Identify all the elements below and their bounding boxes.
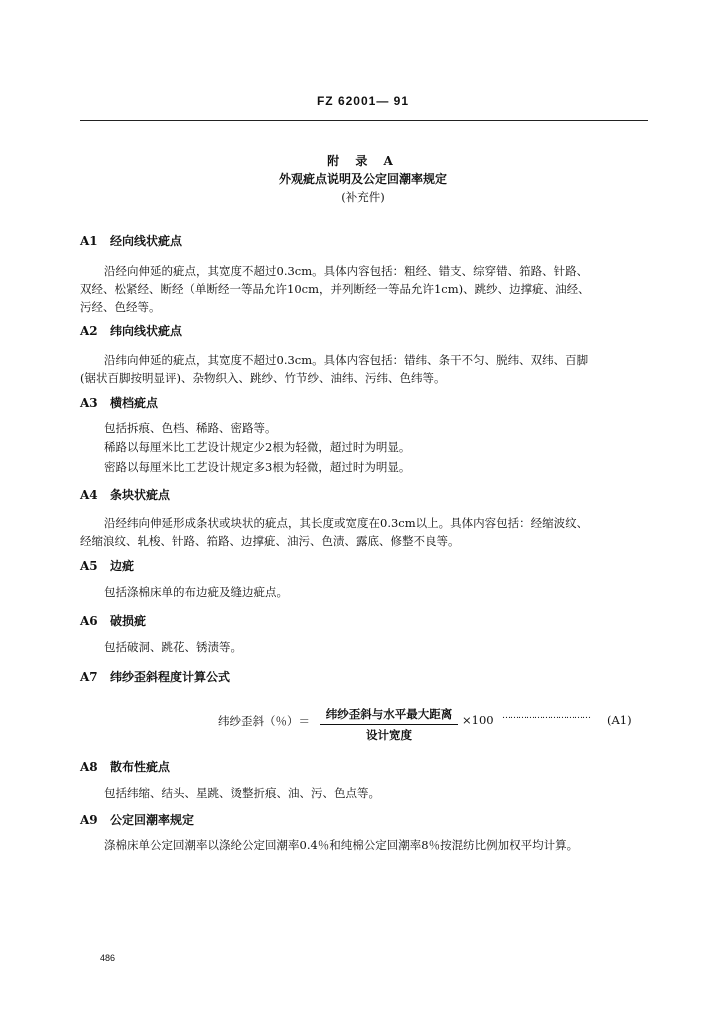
- section-number: A5: [80, 559, 98, 573]
- section-heading: [80, 232, 182, 249]
- paragraph-line: 涤棉床单公定回潮率以涤纶公定回潮率0.4％和纯棉公定回潮率8％按混纺比例加权平均计算。: [104, 838, 579, 852]
- paragraph-line: 沿纬向伸延的疵点，其宽度不超过0.3cm。具体内容包括：错纬、条干不匀、脱纬、双纬、百脚: [104, 353, 589, 367]
- section-title: 经向线状疵点: [110, 234, 183, 248]
- section-number: A1: [80, 234, 98, 248]
- paragraph-line: 沿经向伸延的疵点，其宽度不超过0.3cm。具体内容包括：粗经、错支、综穿错、筘路、针路、: [104, 264, 589, 278]
- paragraph-line: 经缩浪纹、轧梭、针路、筘路、边撑疵、油污、色渍、露底、修整不良等。: [80, 534, 460, 548]
- section-title: 横档疵点: [110, 396, 159, 410]
- section-title: 条块状疵点: [110, 488, 171, 502]
- section-title: 纬向线状疵点: [110, 324, 183, 338]
- section-title: 边疵: [110, 559, 135, 573]
- section-title: 公定回潮率规定: [110, 813, 195, 827]
- section-number: A8: [80, 760, 98, 774]
- paragraph-line: 污经、色经等。: [80, 300, 161, 314]
- formula-fraction: [320, 706, 458, 743]
- appendix-title: 外观疵点说明及公定回潮率规定: [278, 172, 447, 186]
- section-heading: [80, 394, 158, 411]
- section-heading: [80, 612, 146, 629]
- section-heading: [80, 758, 170, 775]
- section-number: A4: [80, 488, 98, 502]
- paragraph-line: 包括破洞、跳花、锈渍等。: [104, 640, 242, 654]
- formula-denominator: 设计宽度: [366, 728, 412, 742]
- formula-leader-dots: ……………………………: [502, 711, 590, 721]
- paragraph-line: 包括拆痕、色档、稀路、密路等。: [104, 421, 277, 435]
- section-title: 纬纱歪斜程度计算公式: [110, 670, 231, 684]
- section-number: A6: [80, 614, 98, 628]
- appendix-label: 附 录 A: [327, 154, 399, 168]
- formula-numerator: 纬纱歪斜与水平最大距离: [325, 707, 453, 721]
- page-header: FZ 62001— 91: [316, 94, 410, 108]
- paragraph-line: (锯状百脚按明显评)、杂物织入、跳纱、竹节纱、油纬、污纬、色纬等。: [80, 371, 446, 385]
- formula-multiplier: ×100: [462, 713, 494, 727]
- paragraph-line: 稀路以每厘米比工艺设计规定少2根为轻微，超过时为明显。: [104, 440, 411, 454]
- section-heading: [80, 486, 170, 503]
- formula-lhs: 纬纱歪斜（％）＝: [218, 714, 310, 728]
- section-number: A2: [80, 324, 98, 338]
- paragraph-line: 包括涤棉床单的布边疵及缝边疵点。: [104, 585, 288, 599]
- section-number: A7: [80, 670, 98, 684]
- section-title: 散布性疵点: [110, 760, 171, 774]
- paragraph-line: 双经、松紧经、断经（单断经一等品允许10cm，并列断经一等品允许1cm)、跳纱、边撑疵、油经、: [80, 282, 590, 296]
- section-title: 破损疵: [110, 614, 147, 628]
- fraction-bar: [320, 724, 458, 725]
- paragraph-line: 密路以每厘米比工艺设计规定多3根为轻微，超过时为明显。: [104, 460, 411, 474]
- appendix-subtitle: (补充件): [341, 190, 385, 204]
- paragraph-line: 沿经纬向伸延形成条状或块状的疵点，其长度或宽度在0.3cm以上。具体内容包括：经缩波纹、: [104, 516, 589, 530]
- section-heading: [80, 557, 134, 574]
- header-rule: [80, 120, 648, 121]
- formula-label: (A1): [607, 713, 632, 727]
- section-number: A9: [80, 813, 98, 827]
- section-heading: [80, 811, 194, 828]
- section-number: A3: [80, 396, 98, 410]
- section-heading: [80, 322, 182, 339]
- paragraph-line: 包括纬缩、结头、星跳、烫整折痕、油、污、色点等。: [104, 786, 380, 800]
- section-heading: [80, 668, 230, 685]
- page-number: 486: [100, 953, 116, 963]
